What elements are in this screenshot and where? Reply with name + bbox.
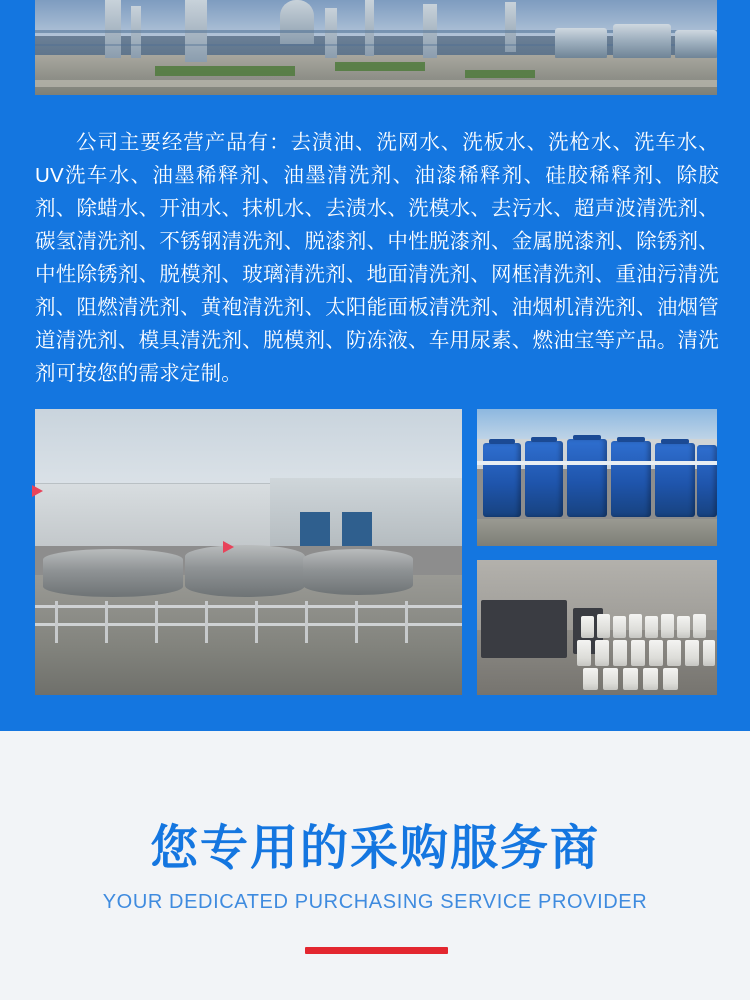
- photo-railing-post: [155, 601, 158, 643]
- photo-railing-post: [255, 601, 258, 643]
- photo-blue-drum: [483, 443, 521, 517]
- product-description-paragraph: 公司主要经营产品有：去渍油、洗网水、洗板水、洗枪水、洗车水、UV洗车水、油墨稀释剂、油墨清洗剂、油漆稀释剂、硅胶稀释剂、除胶剂、除蜡水、开油水、抹机水、去渍水、洗模水、去污水、超声波清洗剂、碳氢清洗剂、不锈钢清洗剂、脱漆剂、中性脱漆剂、金属脱漆剂、除锈剂、中性除锈剂、脱模剂、玻璃清洗剂、地面清洗剂、网框清洗剂、重油污清洗剂、阻燃清洗剂、黄袍清洗剂、太阳能面板清洗剂、油烟机清洗剂、油烟管道清洗剂、模具清洗剂、脱模剂、防冻液、车用尿素、燃油宝等产品。清洗剂可按您的需求定制。: [35, 131, 719, 385]
- hero-tower: [105, 0, 121, 58]
- photo-white-bucket: [581, 616, 594, 638]
- hero-greenery: [335, 62, 425, 71]
- photo-railing-post: [205, 601, 208, 643]
- photo-railing-post: [55, 601, 58, 643]
- photo-drum-cap: [661, 439, 689, 444]
- photo-storage-tank: [43, 549, 183, 597]
- photo-white-bucket: [667, 640, 681, 666]
- photo-drum-cap: [489, 439, 515, 444]
- photo-white-bucket: [663, 668, 678, 690]
- photo-white-bucket: [703, 640, 715, 666]
- photo-white-bucket: [597, 614, 610, 638]
- hero-tower: [365, 0, 374, 56]
- photo-blue-drum: [611, 441, 651, 517]
- photo-railing: [35, 605, 462, 608]
- photo-white-bucket: [595, 640, 609, 666]
- photo-building-door: [342, 512, 372, 546]
- photo-white-bucket: [645, 616, 658, 638]
- photo-strap: [477, 461, 717, 465]
- photo-white-bucket: [661, 614, 674, 638]
- photo-blue-drum: [567, 439, 607, 517]
- hero-storage-tank: [675, 30, 717, 58]
- photo-white-bucket: [613, 640, 627, 666]
- photo-white-bucket: [623, 668, 638, 690]
- footer-subheadline: YOUR DEDICATED PURCHASING SERVICE PROVIDER: [102, 891, 648, 913]
- photo-railing-post: [405, 601, 408, 643]
- photo-marker-flag: [223, 541, 234, 553]
- photo-white-bucket: [613, 616, 626, 638]
- photo-white-bucket: [629, 614, 642, 638]
- gallery-warehouse-photo: [477, 560, 717, 695]
- photo-white-bucket: [583, 668, 598, 690]
- photo-railing-post: [305, 601, 308, 643]
- footer-accent-rule: [305, 947, 448, 954]
- gallery-blue-drums-photo: [477, 409, 717, 546]
- photo-drum-cap: [531, 437, 557, 442]
- photo-building-door: [300, 512, 330, 546]
- hero-road: [35, 80, 717, 87]
- photo-railing-post: [355, 601, 358, 643]
- photo-blue-drum: [655, 443, 695, 517]
- photo-white-bucket: [693, 614, 706, 638]
- photo-ground: [477, 519, 717, 546]
- hero-greenery: [465, 70, 535, 78]
- hero-tower: [280, 0, 314, 44]
- photo-black-pallet-stack: [481, 600, 567, 658]
- photo-white-bucket: [577, 640, 591, 666]
- hero-greenery: [155, 66, 295, 76]
- photo-white-bucket: [677, 616, 690, 638]
- photo-white-bucket: [643, 668, 658, 690]
- footer-band: [0, 731, 750, 1000]
- hero-storage-tank: [613, 24, 671, 58]
- photo-storage-tank: [185, 545, 305, 597]
- photo-railing-post: [105, 601, 108, 643]
- marker-arrow-left: [32, 485, 43, 497]
- photo-storage-tank: [303, 549, 413, 595]
- photo-white-bucket: [631, 640, 645, 666]
- photo-blue-drum: [697, 445, 717, 517]
- photo-blue-drum: [525, 441, 563, 517]
- hero-storage-tank: [555, 28, 607, 58]
- photo-railing: [35, 623, 462, 626]
- photo-white-bucket: [649, 640, 663, 666]
- hero-tower: [325, 8, 337, 58]
- photo-white-bucket: [603, 668, 618, 690]
- hero-plant-photo: [35, 0, 717, 95]
- photo-white-bucket: [685, 640, 699, 666]
- photo-drum-cap: [573, 435, 601, 440]
- photo-drum-cap: [617, 437, 645, 442]
- gallery-main-photo: [35, 409, 462, 695]
- footer-headline: 您专用的采购服务商: [149, 822, 600, 875]
